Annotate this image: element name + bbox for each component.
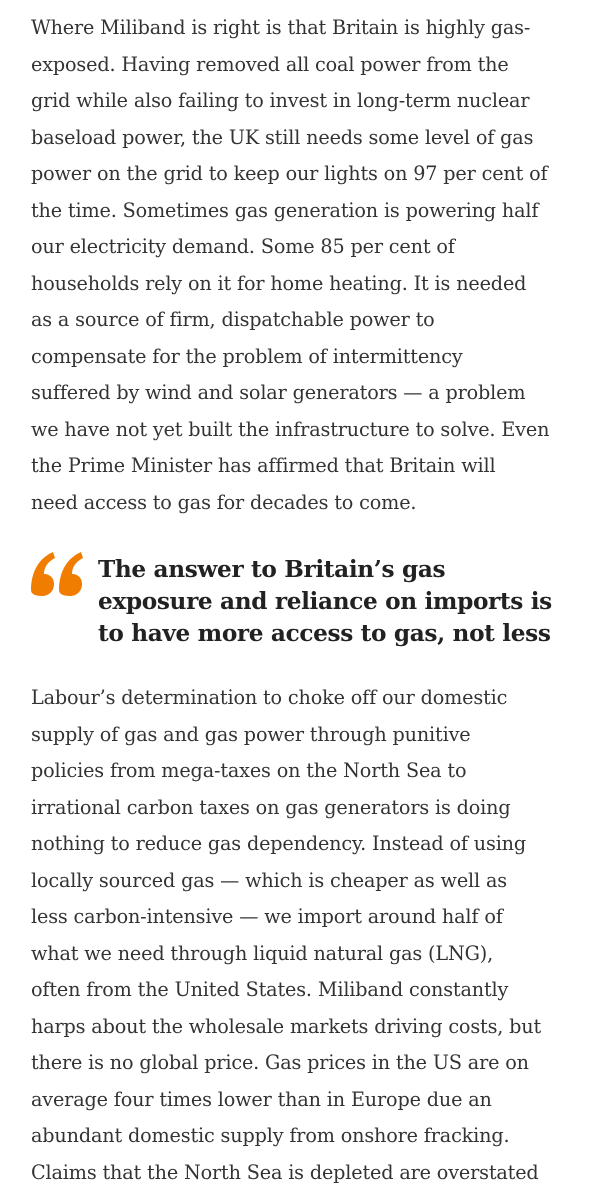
text-line: harps about the wholesale markets driving costs, but [31, 1014, 542, 1038]
quote-line: exposure and reliance on imports is [98, 588, 552, 615]
text-line: we have not yet built the infrastructure to solve. Even [31, 417, 550, 441]
quote-line: to have more access to gas, not less [98, 620, 551, 647]
text-line: often from the United States. Miliband constantly [31, 978, 509, 1001]
text-line: compensate for the problem of intermittency [31, 344, 463, 368]
text-line: baseload power, the UK still needs some level of gas [31, 125, 534, 149]
text-line: what we need through liquid natural gas (LNG), [31, 941, 494, 965]
text-line: locally sourced gas — which is cheaper as well as [31, 868, 507, 892]
text-line: exposed. Having removed all coal power from the [31, 52, 509, 76]
text-line: abundant domestic supply from onshore fracking. [31, 1124, 510, 1147]
text-line: nothing to reduce gas dependency. Instead of using [31, 832, 527, 855]
text-line: irrational carbon taxes on gas generators is doing [31, 795, 511, 819]
text-line: grid while also failing to invest in long-term nuclear [31, 89, 530, 112]
text-line: suffered by wind and solar generators — a problem [31, 381, 526, 404]
text-line: supply of gas and gas power through punitive [31, 722, 471, 746]
pull-quote [31, 548, 579, 658]
text-line: policies from mega-taxes on the North Sea to [31, 759, 467, 782]
text-line: there is no global price. Gas prices in the US are on [31, 1051, 529, 1074]
pull-quote-text [98, 554, 552, 650]
text-line: Labour’s determination to choke off our domestic [31, 686, 508, 709]
text-line: as a source of firm, dispatchable power to [31, 308, 435, 331]
text-line: power on the grid to keep our lights on 97 per cent of [31, 162, 548, 185]
text-line: the Prime Minister has affirmed that Britain will [31, 454, 496, 477]
article-paragraph [31, 680, 541, 1191]
text-line: need access to gas for decades to come. [31, 490, 417, 514]
text-line: Claims that the North Sea is depleted are overstated [31, 1160, 539, 1184]
quote-mark-icon [27, 546, 87, 602]
text-line: Where Miliband is right is that Britain is highly gas- [31, 16, 531, 39]
quote-line: The answer to Britain’s gas [98, 556, 446, 583]
text-line: average four times lower than in Europe due an [31, 1087, 492, 1111]
article-paragraph [31, 10, 549, 521]
text-line: households rely on it for home heating. It is needed [31, 271, 527, 295]
text-line: the time. Sometimes gas generation is powering half [31, 198, 539, 222]
text-line: our electricity demand. Some 85 per cent of [31, 235, 455, 258]
text-line: less carbon-intensive — we import around half of [31, 905, 503, 928]
